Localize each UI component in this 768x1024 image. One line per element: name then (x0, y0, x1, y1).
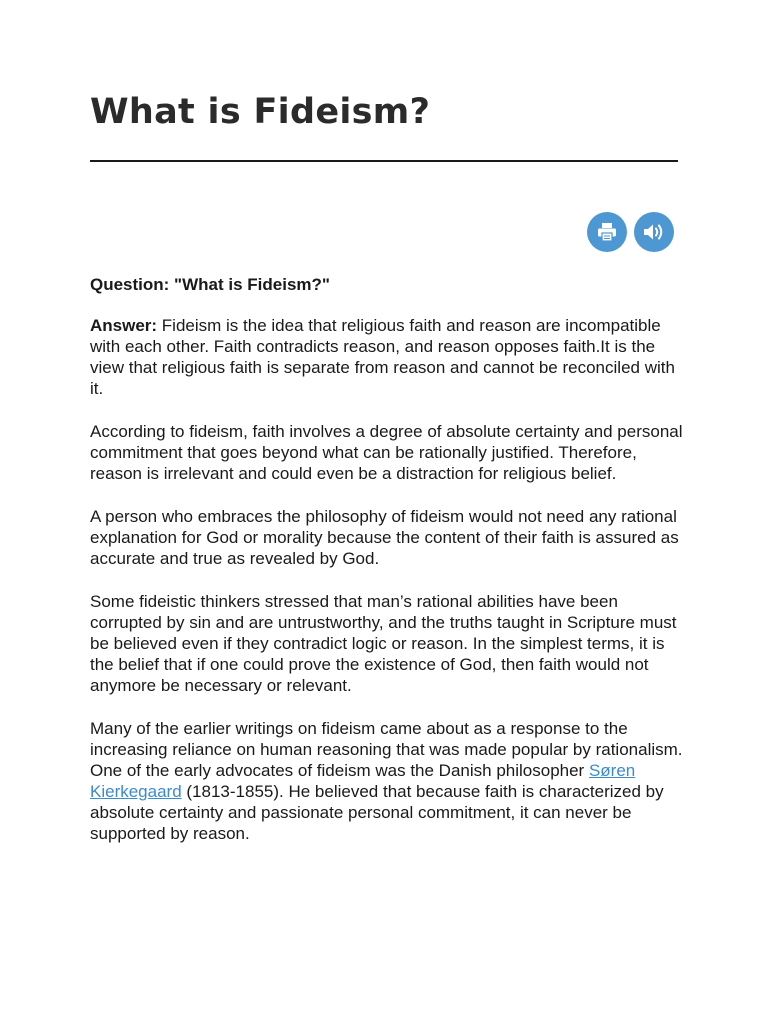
paragraph-certainty: According to fideism, faith involves a degree of absolute certainty and personal commitment that goes beyond what can be rationally justified. Therefore, reason is irrelevant and could even be a distraction for religious belief. (90, 422, 683, 483)
history-text-end: (1813-1855). He believed that because faith is characterized by absolute certainty and passionate personal commitment, it can never be supported by reason. (90, 782, 664, 843)
speaker-icon (642, 221, 666, 243)
kierkegaard-link[interactable]: Søren Kierkegaard (90, 761, 636, 801)
page-title: What is Fideism? (90, 92, 431, 132)
answer-paragraph (90, 315, 690, 399)
paragraph-philosophy: A person who embraces the philosophy of fideism would not need any rational explanation for God or morality because the content of their faith is assured as accurate and true as revealed by God. (90, 507, 679, 568)
listen-button[interactable] (634, 212, 674, 252)
paragraph-history (90, 718, 690, 844)
article-body (90, 274, 690, 866)
printer-icon (596, 221, 618, 243)
title-divider (90, 160, 678, 162)
question-heading: Question: "What is Fideism?" (90, 275, 330, 294)
print-button[interactable] (587, 212, 627, 252)
answer-label: Answer: (90, 316, 158, 335)
paragraph-fideistic-thinkers: Some fideistic thinkers stressed that man’s rational abilities have been corrupted by sin and are untrustworthy, and the truths taught in Scripture must be believed even if they contradict logic or reason. In the simplest terms, it is the belief that if one could prove the existence of God, then faith would not anymore be necessary or relevant. (90, 592, 677, 695)
answer-text: Fideism is the idea that religious faith and reason are incompatible with each other. Faith contradicts reason, and reason opposes faith.It is the view that religious faith is separate from reason and cannot be reconciled with it. (90, 316, 675, 398)
history-text-start: Many of the earlier writings on fideism came about as a response to the increasing reliance on human reasoning that was made popular by rationalism. One of the early advocates of fideism was the Danish philosopher (90, 719, 683, 780)
